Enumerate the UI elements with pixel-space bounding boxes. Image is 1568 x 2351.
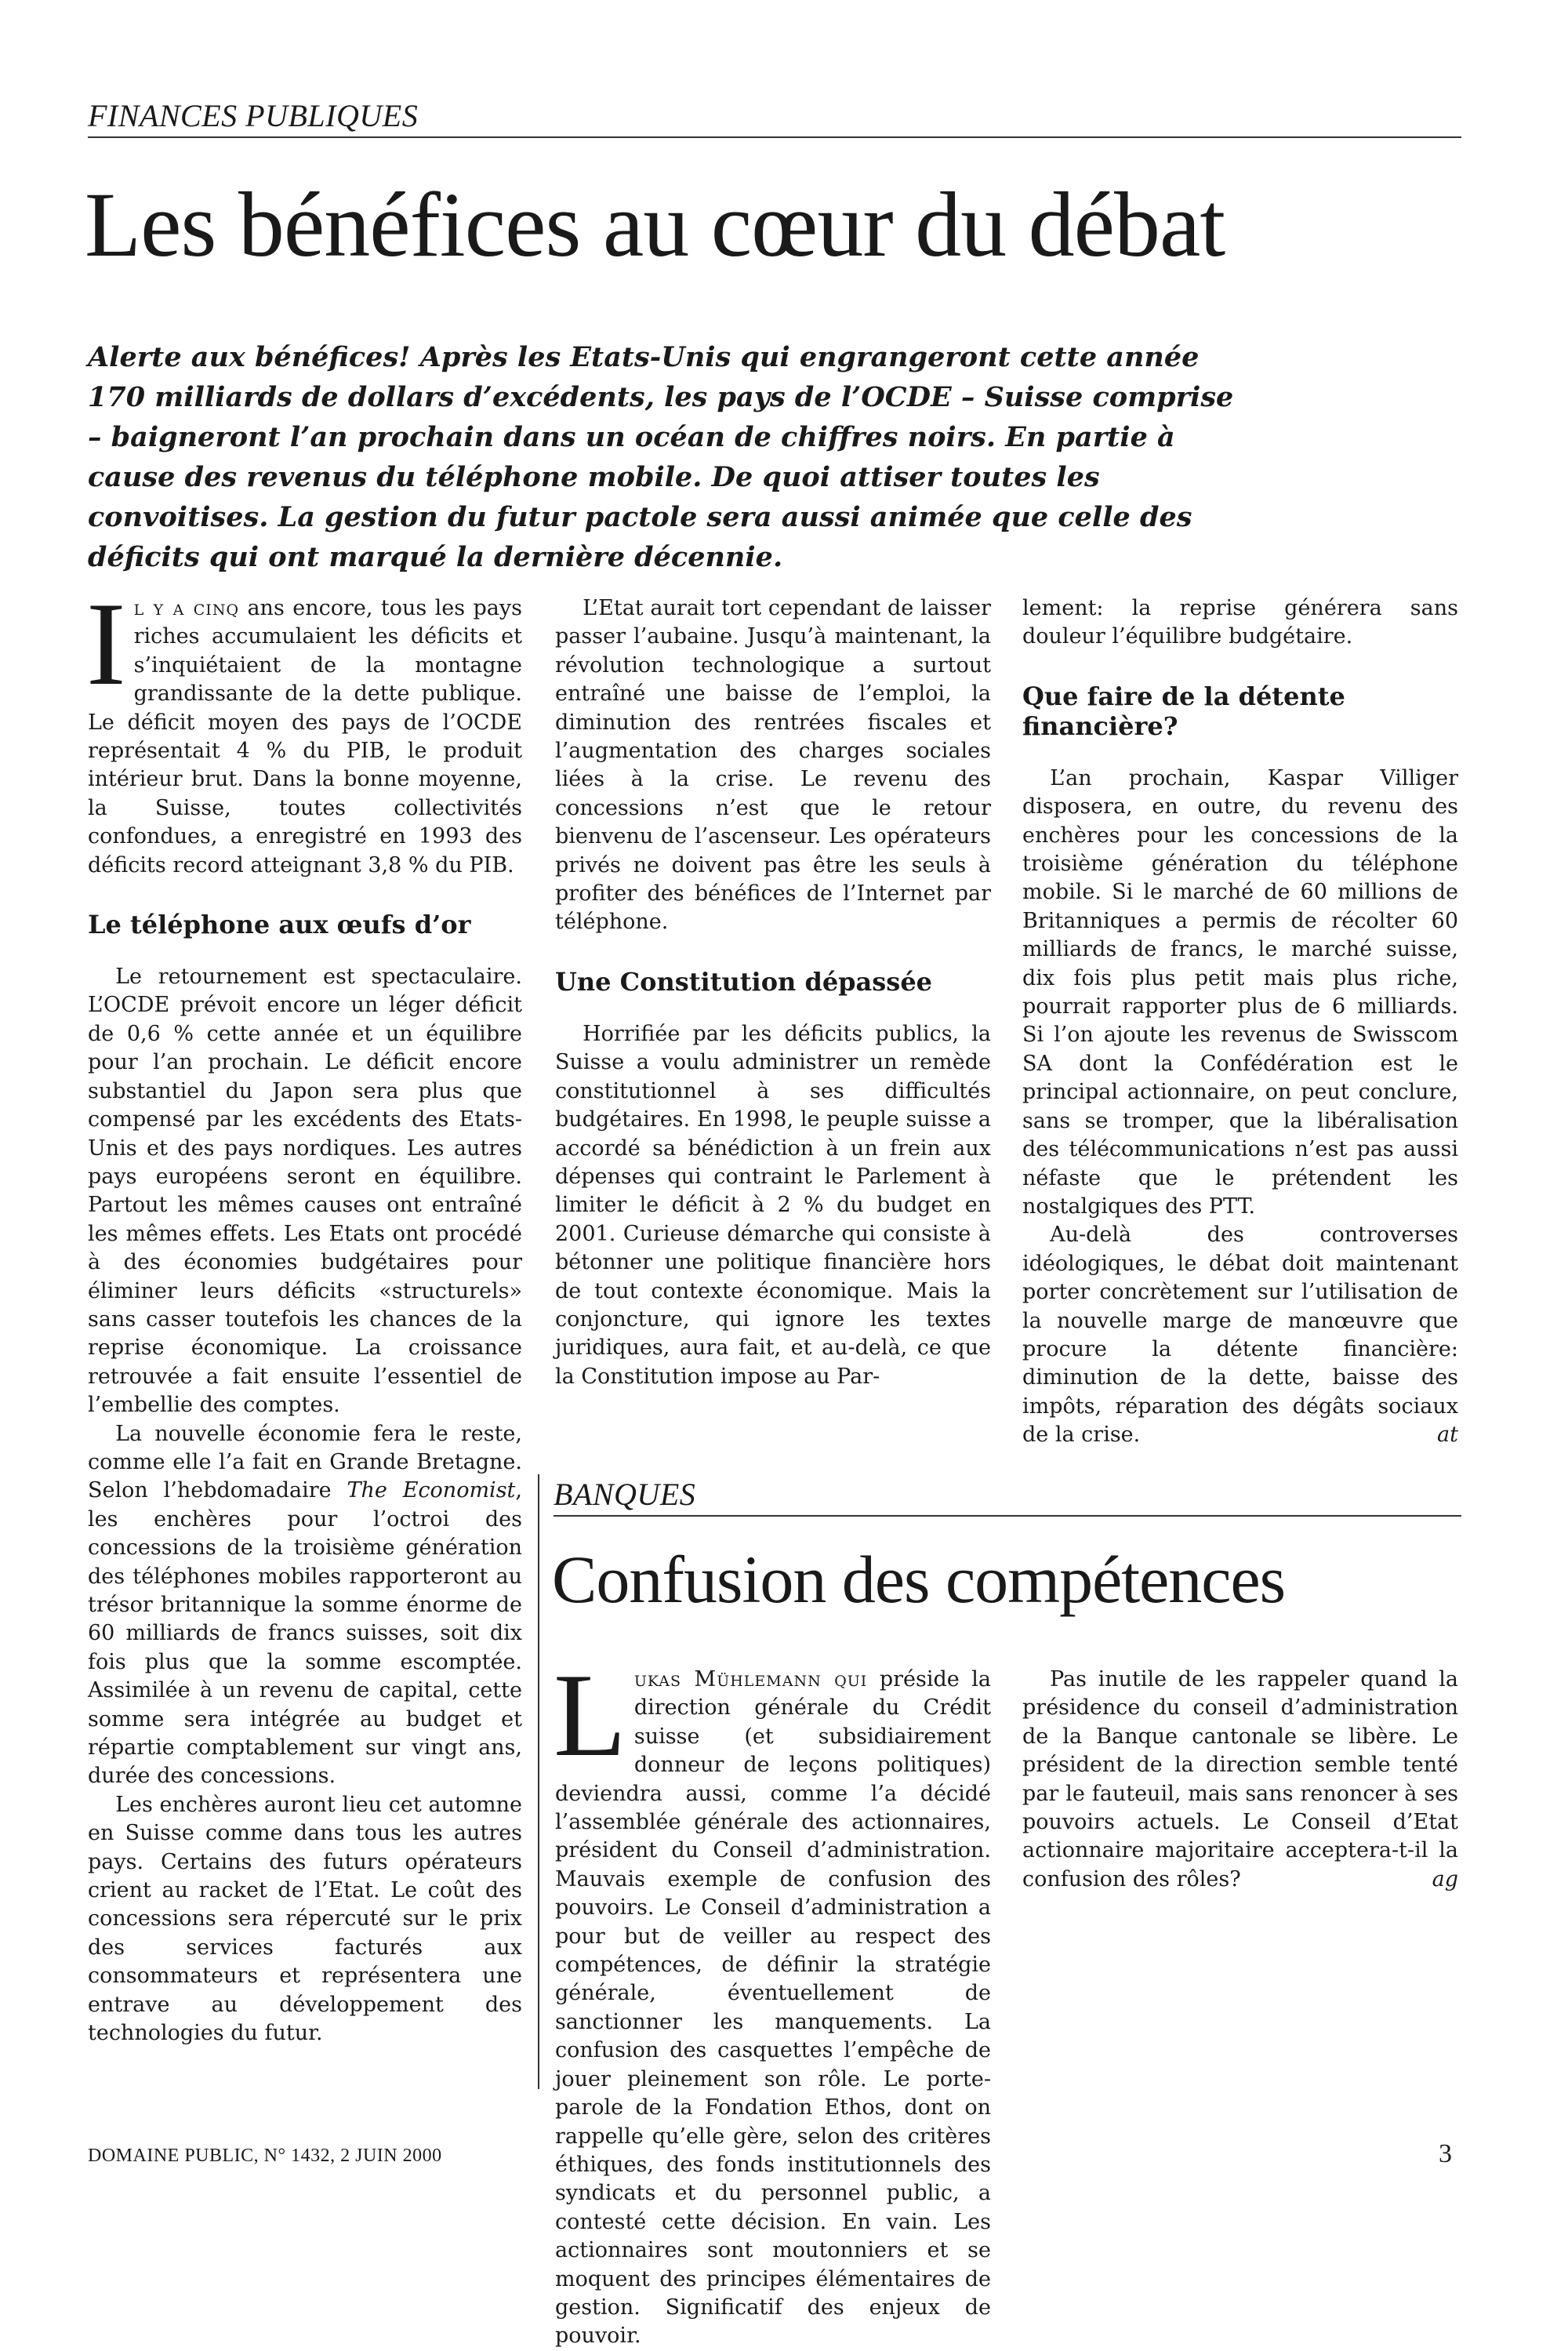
subheading: Une Constitution dépassée <box>555 966 933 997</box>
author-signature: at <box>1437 1423 1458 1448</box>
article1-column-2 <box>555 594 991 1391</box>
section-kicker: FINANCES PUBLIQUES <box>88 97 1461 138</box>
article1-column-1 <box>86 578 523 2048</box>
paragraph-text: préside la direction générale du Crédit suisse (et subsidiairement donneur de leçons politiques) deviendra aussi, comme l’a décidé l’assemblée générale des actionnaires, président du Conseil d’administration. Mauvais exemple de confusion des pouvoirs. Le Conseil d’administration a pour but de veiller au respect des compétences, de définir la stratégie générale, éventuellement de sanctionner les manquements. La confusion des casquettes l’empêche de jouer pleinement son rôle. Le porte-parole de la Fondation Ethos, dont on rappelle qu’elle gère, selon des critères éthiques, des fonds institutionnels des syndicats et du personnel public, a contesté cette décision. En vain. Les actionnaires sont moutonniers et se moquent des principes élémentaires de gestion. Significatif des enjeux de pouvoir. <box>555 1667 991 2349</box>
drop-cap: L <box>554 1649 626 1781</box>
opening-small-caps: l y a cinq <box>133 596 240 620</box>
article-lead: Alerte aux bénéfices! Après les Etats-Unis qui engrangeront cette année 170 milliards de dollars d’excédents, les pays de l’OCDE – Suisse comprise – baigneront l’an prochain dans un océan de chiffres noirs. En partie à cause des revenus du téléphone mobile. De quoi attiser toutes les convoitises. La gestion du futur pactole sera aussi animée que celle des déficits qui ont marqué la dernière décennie. <box>88 341 1234 573</box>
article2-column-1 <box>554 1649 991 2349</box>
paragraph: Le retournement est spectaculaire. L’OCDE prévoit encore un léger déficit de 0,6 % cette année et un équilibre pour l’an prochain. Le déficit encore substantiel du Japon sera plus que compensé par les excédents des Etats-Unis et des pays nordiques. Les autres pays européens seront en équilibre. Partout les mêmes causes ont entraîné les mêmes effets. Les Etats ont procédé à des économies budgétaires pour éliminer leurs déficits «structurels» sans casser toutefois les chances de la reprise économique. La croissance retrouvée a fait ensuite l’essentiel de l’embellie des comptes. <box>88 965 522 1418</box>
article2-opening-paragraph <box>554 1649 991 2351</box>
article-title: Confusion des compétences <box>552 1542 1286 1617</box>
article2-column-2 <box>1022 1666 1458 1894</box>
author-signature: ag <box>1432 1866 1458 1891</box>
publication-footer: DOMAINE PUBLIC, N° 1432, 2 JUIN 2000 <box>88 2146 442 2166</box>
page-number: 3 <box>1439 2139 1452 2168</box>
article-title: Les bénéfices au cœur du débat <box>85 173 1225 276</box>
publication-name: The Economist <box>347 1478 516 1503</box>
article1-opening-paragraph <box>86 578 523 880</box>
drop-cap: I <box>86 578 126 710</box>
paragraph: Pas inutile de les rappeler quand la présidence du conseil d’administration de la Banque cantonale se libère. Le président de la direction semble tenté par le fauteuil, mais sans renoncer à ses pouvoirs actuels. Le Conseil d’Etat actionnaire majoritaire acceptera-t-il la confusion des rôles? ag <box>1022 1666 1458 1894</box>
paragraph: Au-delà des controverses idéologiques, le débat doit maintenant porter concrètement sur l’utilisation de la nouvelle marge de manœuvre que procure la détente financière: diminution de la dette, baisse des impôts, réparation des dégâts sociaux de la crise. at <box>1022 1221 1458 1449</box>
paragraph: Horrifiée par les déficits publics, la Suisse a voulu administrer un remède constitutionnel à ses difficultés budgétaires. En 1998, le peuple suisse a accordé sa bénédiction à un frein aux dépenses qui contraint le Parlement à limiter le déficit à 2 % du budget en 2001. Curieuse démarche qui consiste à bétonner une politique financière hors de tout contexte économique. Mais la conjoncture, qui ignore les textes juridiques, aura fait, et au-delà, ce que la Constitution impose au Par- <box>555 1021 991 1389</box>
paragraph: La nouvelle économie fera le reste, comme elle l’a fait en Grande Bretagne. Selon l’hebdomadaire The Economist, les enchères pour l’octroi des concessions de la troisième génération des téléphones mobiles rapporteront au trésor britannique la somme énorme de 60 milliards de francs suisses, soit dix fois plus que la somme escomptée. Assimilée à un revenu de capital, cette somme sera intégrée au budget et répartie comptablement sur vingt ans, durée des concessions. <box>88 1421 522 1789</box>
article1-column-3 <box>1022 594 1458 1450</box>
column-divider <box>538 1474 539 2089</box>
paragraph: Les enchères auront lieu cet automne en Suisse comme dans tous les autres pays. Certains des futurs opérateurs crient au racket de l’Etat. Le coût des concessions sera répercuté sur le prix des services facturés aux consommateurs et représentera une entrave au développement des technologies du futur. <box>88 1792 522 2046</box>
paragraph: lement: la reprise générera sans douleur l’équilibre budgétaire. <box>1022 596 1458 649</box>
section-kicker: BANQUES <box>554 1476 1461 1517</box>
paragraph: L’Etat aurait tort cependant de laisser passer l’aubaine. Jusqu’à maintenant, la révolution technologique a surtout entraîné une baisse de l’emploi, la diminution des rentrées fiscales et l’augmentation des charges sociales liées à la crise. Le revenu des concessions n’est que le retour bienvenu de l’ascenseur. Les opérateurs privés ne doivent pas être les seuls à profiter des bénéfices de l’Internet par téléphone. <box>555 596 991 935</box>
paragraph-text: ans encore, tous les pays riches accumulaient les déficits et s’inquiétaient de la montagne grandissante de la dette publique. Le déficit moyen des pays de l’OCDE représentait 4 % du PIB, le produit intérieur brut. Dans la bonne moyenne, la Suisse, toutes collectivités confondues, a enregistré en 1993 des déficits record atteignant 3,8 % du PIB. <box>88 596 523 878</box>
subheading: Le téléphone aux œufs d’or <box>88 910 471 940</box>
opening-small-caps: ukas Mühlemann qui <box>633 1667 868 1691</box>
paragraph: L’an prochain, Kaspar Villiger disposera, en outre, du revenu des enchères pour les concessions de la troisième génération du téléphone mobile. Si le marché de 60 millions de Britanniques a permis de récolter 60 milliards de francs, le marché suisse, dix fois plus petit mais plus riche, pourrait rapporter plus de 6 milliards. Si l’on ajoute les revenus de Swisscom SA dont la Confédération est le principal actionnaire, on peut conclure, sans se tromper, que la libéralisation des télécommunications n’est pas aussi néfaste que le prétendent les nostalgiques des PTT. <box>1022 765 1458 1219</box>
subheading: Que faire de la détente financière? <box>1022 681 1345 741</box>
